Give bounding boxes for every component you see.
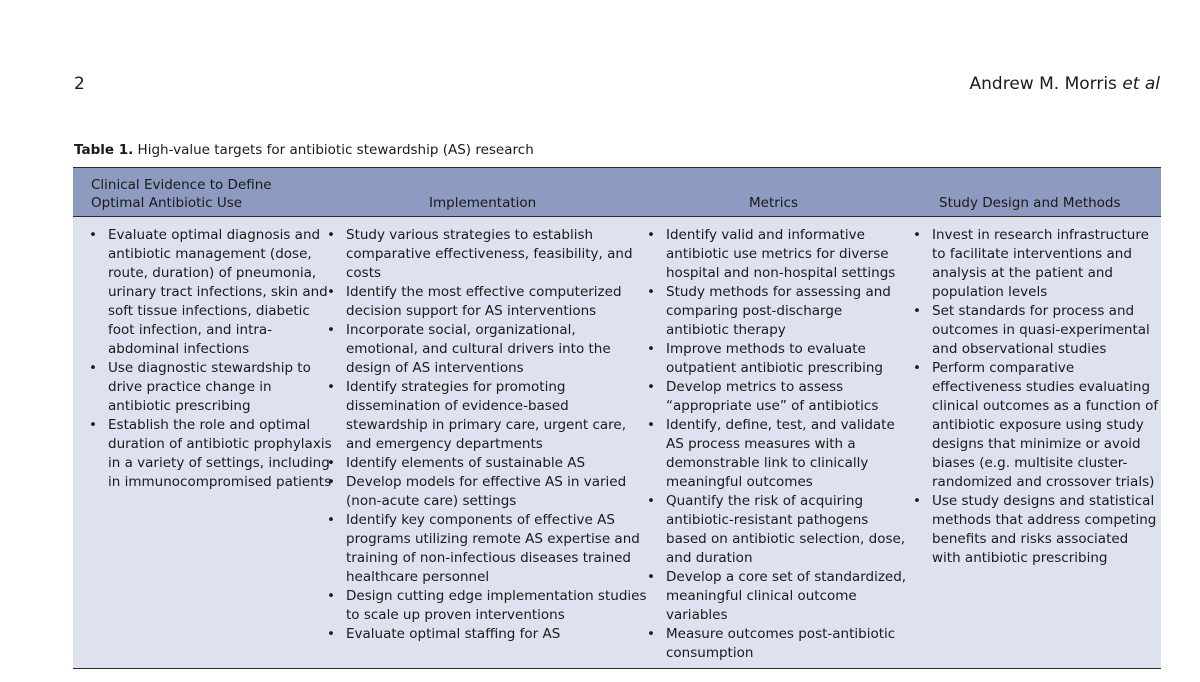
list-item: • Identify valid and informative antibiotic use metrics for diverse hospital and non-hospital settings [645,226,909,283]
list-item: • Design cutting edge implementation studies to scale up proven interventions [325,587,647,625]
list-item: • Measure outcomes post-antibiotic consumption [645,625,909,663]
list-item: • Set standards for process and outcomes in quasi-experimental and observational studies [911,302,1159,359]
list-item: • Quantify the risk of acquiring antibiotic-resistant pathogens based on antibiotic selection, dose, and duration [645,492,909,568]
list-item: • Identify the most effective computerized decision support for AS interventions [325,283,647,321]
list-item: • Study methods for assessing and comparing post-discharge antibiotic therapy [645,283,909,340]
list-item: • Develop metrics to assess “appropriate use” of antibiotics [645,378,909,416]
list-item: • Use study designs and statistical methods that address competing benefits and risks associated with antibiotic prescribing [911,492,1159,568]
list-item: • Improve methods to evaluate outpatient antibiotic prescribing [645,340,909,378]
column-header-implementation: Implementation [429,195,537,211]
column-header-line: Optimal Antibiotic Use [91,195,243,211]
page-number: 2 [74,74,85,94]
table-caption-text: High-value targets for antibiotic stewardship (AS) research [137,142,534,158]
table-caption [74,141,534,159]
running-head-author: Andrew M. Morris [969,74,1117,94]
list-item: • Use diagnostic stewardship to drive practice change in antibiotic prescribing [87,359,332,416]
column-header-line: Clinical Evidence to Define [91,177,272,193]
stewardship-table [73,167,1161,669]
running-head [970,74,1160,94]
column-clinical-evidence [87,226,332,492]
column-metrics [645,226,909,663]
table-caption-label: Table 1. [74,142,134,158]
list-item: • Establish the role and optimal duration of antibiotic prophylaxis in a variety of settings, including in immunocompromised patients [87,416,332,492]
list-item: • Study various strategies to establish comparative effectiveness, feasibility, and costs [325,226,647,283]
list-item: • Incorporate social, organizational, emotional, and cultural drivers into the design of AS interventions [325,321,647,378]
list-item: • Identify, define, test, and validate AS process measures with a demonstrable link to clinically meaningful outcomes [645,416,909,492]
list-item: • Identify elements of sustainable AS [325,454,647,473]
list-item: • Develop models for effective AS in varied (non-acute care) settings [325,473,647,511]
list-item: • Invest in research infrastructure to facilitate interventions and analysis at the patient and population levels [911,226,1159,302]
table-header-row [73,168,1161,217]
column-header-clinical-evidence [91,176,272,212]
column-implementation [325,226,647,644]
list-item: • Evaluate optimal diagnosis and antibiotic management (dose, route, duration) of pneumonia, urinary tract infections, skin and soft tissue infections, diabetic foot infection, and intra-abdominal infections [87,226,332,359]
list-item: • Perform comparative effectiveness studies evaluating clinical outcomes as a function of antibiotic exposure using study designs that minimize or avoid biases (e.g. multisite cluster-randomized and crossover trials) [911,359,1159,492]
list-item: • Develop a core set of standardized, meaningful clinical outcome variables [645,568,909,625]
column-study-design [911,226,1159,568]
list-item: • Identify key components of effective AS programs utilizing remote AS expertise and training of non-infectious diseases trained healthcare personnel [325,511,647,587]
running-head-et-al: et al [1122,74,1160,94]
list-item: • Evaluate optimal staffing for AS [325,625,647,644]
list-item: • Identify strategies for promoting dissemination of evidence-based stewardship in primary care, urgent care, and emergency departments [325,378,647,454]
column-header-study-design: Study Design and Methods [939,195,1121,211]
column-header-metrics: Metrics [749,195,799,211]
